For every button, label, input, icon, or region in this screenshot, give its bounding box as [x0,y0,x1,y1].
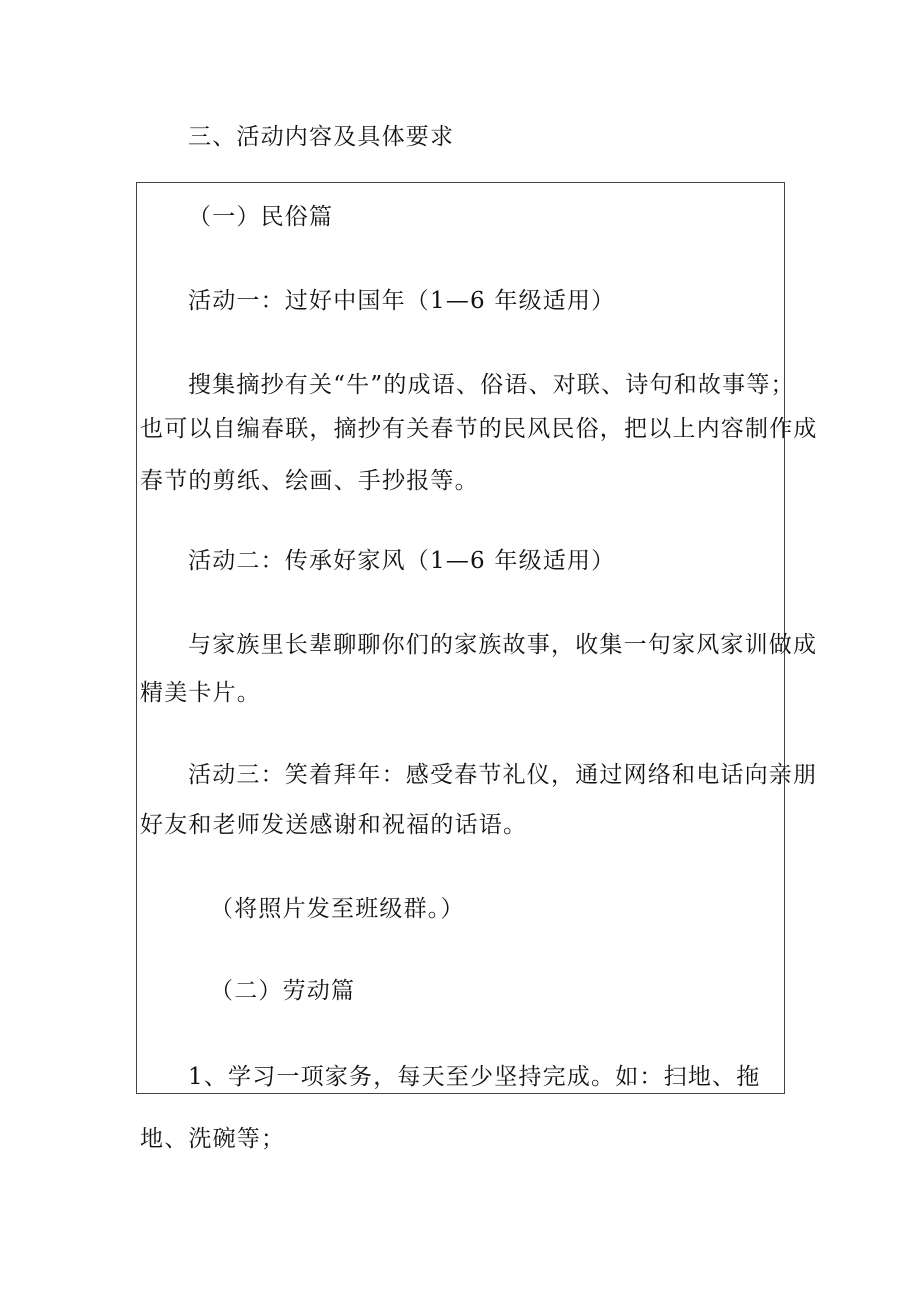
activity1-line-1: 搜集摘抄有关“牛”的成语、俗语、对联、诗句和故事等； [188,372,795,398]
labor-heading: （二）劳动篇 [210,978,356,1004]
activity2-line-1: 与家族里长辈聊聊你们的家族故事，收集一句家风家训做成 [188,632,818,658]
activity1-title: 活动一：过好中国年（1—6 年级适用） [188,288,616,314]
activity1-line-3: 春节的剪纸、绘画、手抄报等。 [140,468,479,494]
labor-item1-line-2: 地、洗碗等； [140,1126,286,1152]
photo-note: （将照片发至班级群。） [210,896,465,922]
activity3-line-2: 好友和老师发送感谢和祝福的话语。 [140,812,528,838]
activity2-line-2: 精美卡片。 [140,680,261,706]
labor-item1-line-1: 1、学习一项家务，每天至少坚持完成。如：扫地、拖 [188,1064,761,1090]
activity2-title: 活动二：传承好家风（1—6 年级适用） [188,548,616,574]
activity1-line-2: 也可以自编春联，摘抄有关春节的民风民俗，把以上内容制作成 [140,416,818,442]
activity3-line-1: 活动三：笑着拜年：感受春节礼仪，通过网络和电话向亲朋 [188,762,818,788]
section-heading: 三、活动内容及具体要求 [188,124,455,150]
folk-heading: （一）民俗篇 [188,204,334,230]
